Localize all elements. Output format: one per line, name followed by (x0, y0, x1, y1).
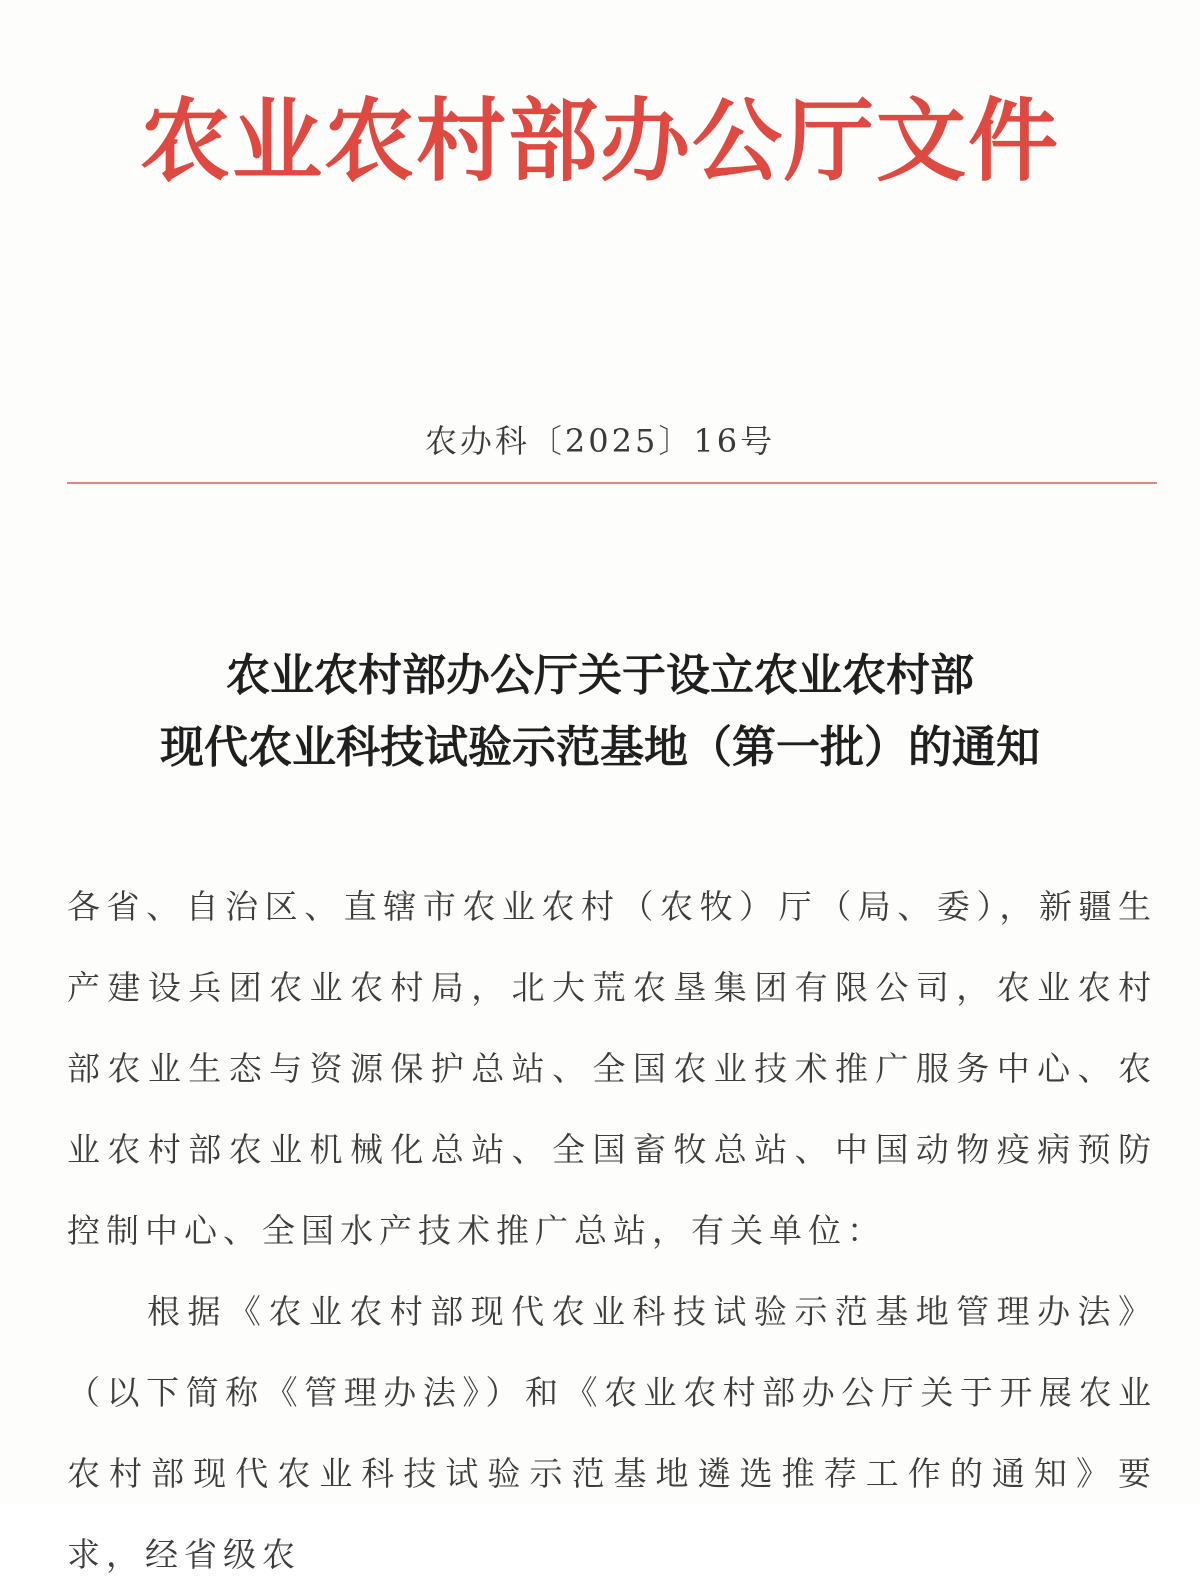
title-line-1: 农业农村部办公厅关于设立农业农村部 (226, 650, 974, 701)
title-line-2: 现代农业科技试验示范基地（第一批）的通知 (160, 722, 1040, 773)
addressee-paragraph: 各省、自治区、直辖市农业农村（农牧）厅（局、委），新疆生产建设兵团农业农村局，北大荒农垦集团有限公司，农业农村部农业生态与资源保护总站、全国农业技术推广服务中心、农业农村部农业机械化总站、全国畜牧总站、中国动物疫病预防控制中心、全国水产技术推广总站，有关单位： (67, 887, 1157, 1250)
red-divider-line (67, 482, 1157, 484)
document-number: 农办科〔2025〕16号 (424, 422, 776, 460)
body-paragraph-1: 根据《农业农村部现代农业科技试验示范基地管理办法》（以下简称《管理办法》）和《农业农村部办公厅关于开展农业农村部现代农业科技试验示范基地遴选推荐工作的通知》要求，经省级农 (67, 1292, 1157, 1574)
issuer-header: 农业农村部办公厅文件 (140, 88, 1060, 194)
document-title (0, 640, 1200, 784)
document-body (67, 866, 1157, 1595)
